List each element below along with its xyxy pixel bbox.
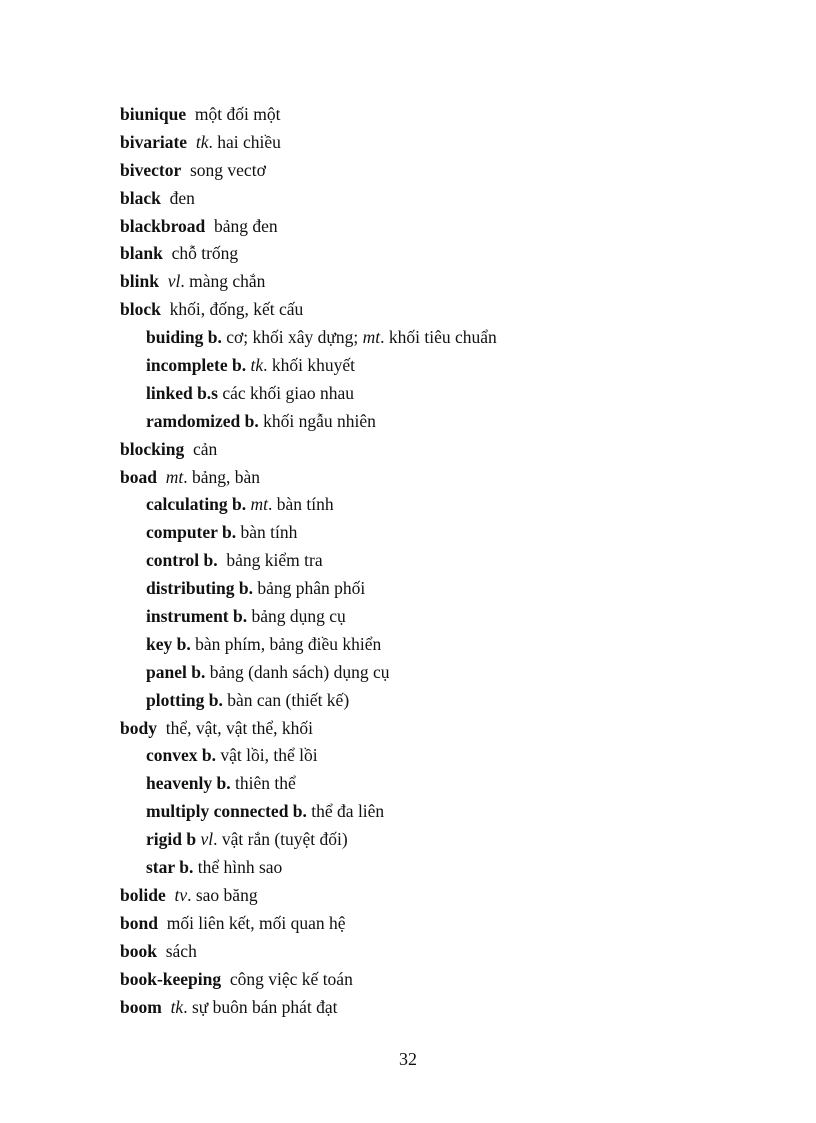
headword: blink xyxy=(120,271,159,292)
dictionary-entry xyxy=(120,966,760,994)
field-abbreviation: vl xyxy=(167,271,181,292)
headword: biunique xyxy=(120,104,187,124)
headword: calculating b. xyxy=(146,494,247,515)
headword: control b. xyxy=(146,550,218,571)
definition-text: . khối tiêu chuẩn xyxy=(380,327,497,348)
definition-text: bàn phím, bảng điều khiển xyxy=(190,633,382,654)
headword: book-keeping xyxy=(120,968,222,989)
definition-text: song vectơ xyxy=(181,159,266,180)
definition-text xyxy=(162,997,171,1017)
sub-entry xyxy=(120,631,760,659)
headword: blank xyxy=(120,243,163,264)
headword: star b. xyxy=(146,857,194,878)
field-abbreviation: tk xyxy=(170,996,184,1017)
sub-entry xyxy=(120,659,760,687)
headword: buiding b. xyxy=(146,327,222,348)
headword: blocking xyxy=(120,438,185,459)
definition-text: bàn can (thiết kế) xyxy=(222,689,350,710)
headword: multiply connected b. xyxy=(146,801,307,822)
definition-text: thể hình sao xyxy=(193,857,283,878)
dictionary-entry xyxy=(120,213,760,241)
dictionary-entry xyxy=(120,436,760,464)
headword: rigid b xyxy=(146,829,197,850)
headword: bivariate xyxy=(120,131,188,152)
sub-entry xyxy=(120,826,760,854)
sub-entry xyxy=(120,491,760,519)
headword: convex b. xyxy=(146,745,216,766)
headword: incomplete b. xyxy=(146,355,247,376)
headword: body xyxy=(120,717,157,738)
sub-entry xyxy=(120,687,760,715)
headword: book xyxy=(120,940,157,961)
definition-text xyxy=(187,132,196,152)
definition-text: bảng dụng cụ xyxy=(247,606,346,627)
definition-text: . sao băng xyxy=(187,884,258,905)
headword: bond xyxy=(120,912,158,933)
definition-text: cản xyxy=(184,438,218,459)
dictionary-entry xyxy=(120,129,760,157)
sub-entry xyxy=(120,380,760,408)
sub-entry xyxy=(120,519,760,547)
headword: linked b.s xyxy=(146,382,218,403)
sub-entry xyxy=(120,352,760,380)
dictionary-entry xyxy=(120,464,760,492)
headword: boad xyxy=(120,466,157,487)
definition-text: . sự buôn bán phát đạt xyxy=(183,996,338,1017)
definition-text: vật lồi, thể lồi xyxy=(216,745,318,766)
field-abbreviation: tv xyxy=(174,884,188,905)
dictionary-entry xyxy=(120,882,760,910)
headword: blackbroad xyxy=(120,215,206,236)
definition-text: bảng đen xyxy=(205,215,278,236)
field-abbreviation: mt xyxy=(165,466,184,487)
definition-text: bảng kiểm tra xyxy=(217,550,323,571)
headword: key b. xyxy=(146,633,191,654)
definition-text: sách xyxy=(156,940,197,961)
dictionary-entry xyxy=(120,994,760,1022)
definition-text: bảng phân phối xyxy=(252,578,366,599)
sub-entry xyxy=(120,324,760,352)
definition-text: . bảng, bàn xyxy=(183,466,261,487)
definition-text: . khối khuyết xyxy=(263,355,356,376)
dictionary-entry xyxy=(120,938,760,966)
field-abbreviation: mt xyxy=(250,494,269,515)
dictionary-entry xyxy=(120,296,760,324)
sub-entry xyxy=(120,547,760,575)
definition-text: bảng (danh sách) dụng cụ xyxy=(205,661,390,682)
definition-text: thiên thể xyxy=(230,773,296,794)
headword: bivector xyxy=(120,159,182,180)
page-number: 32 xyxy=(399,1049,417,1069)
definition-text: bàn tính xyxy=(236,522,298,543)
definition-text: cơ; khối xây dựng; xyxy=(221,327,363,348)
headword: panel b. xyxy=(146,661,206,682)
sub-entry xyxy=(120,798,760,826)
definition-text: . vật rắn (tuyệt đối) xyxy=(213,829,348,850)
sub-entry xyxy=(120,742,760,770)
headword: instrument b. xyxy=(146,606,248,627)
headword: block xyxy=(120,299,161,320)
field-abbreviation: mt xyxy=(362,327,381,348)
sub-entry xyxy=(120,603,760,631)
definition-text: một đối một xyxy=(186,104,281,124)
definition-text: khối, đống, kết cấu xyxy=(160,299,304,320)
definition-text: công việc kế toán xyxy=(221,968,353,989)
definition-text: các khối giao nhau xyxy=(217,382,355,403)
headword: black xyxy=(120,187,161,208)
sub-entry xyxy=(120,854,760,882)
dictionary-entry xyxy=(120,240,760,268)
definition-text: thể, vật, vật thể, khối xyxy=(156,717,313,738)
definition-text: thể đa liên xyxy=(306,801,385,822)
sub-entry xyxy=(120,575,760,603)
definition-text: mối liên kết, mối quan hệ xyxy=(157,912,346,933)
dictionary-entry xyxy=(120,157,760,185)
headword: bolide xyxy=(120,884,166,905)
headword: heavenly b. xyxy=(146,773,231,794)
definition-text: chỗ trống xyxy=(162,243,239,264)
entry-list xyxy=(120,101,760,1021)
sub-entry xyxy=(120,408,760,436)
field-abbreviation: tk xyxy=(250,355,264,376)
dictionary-entry xyxy=(120,101,760,129)
headword: plotting b. xyxy=(146,689,223,710)
dictionary-entry xyxy=(120,268,760,296)
field-abbreviation: vl xyxy=(200,829,214,850)
definition-text: . bàn tính xyxy=(268,494,334,515)
dictionary-entry xyxy=(120,715,760,743)
field-abbreviation: tk xyxy=(195,131,209,152)
dictionary-entry xyxy=(120,185,760,213)
definition-text xyxy=(159,271,168,291)
definition-text: . màng chắn xyxy=(180,271,266,292)
definition-text xyxy=(157,467,166,487)
sub-entry xyxy=(120,770,760,798)
definition-text: . hai chiều xyxy=(208,131,281,152)
dictionary-entry xyxy=(120,910,760,938)
headword: distributing b. xyxy=(146,578,253,599)
headword: computer b. xyxy=(146,522,237,543)
headword: boom xyxy=(120,996,162,1017)
headword: ramdomized b. xyxy=(146,410,259,431)
definition-text: đen xyxy=(160,187,195,208)
definition-text: khối ngẫu nhiên xyxy=(258,410,376,431)
